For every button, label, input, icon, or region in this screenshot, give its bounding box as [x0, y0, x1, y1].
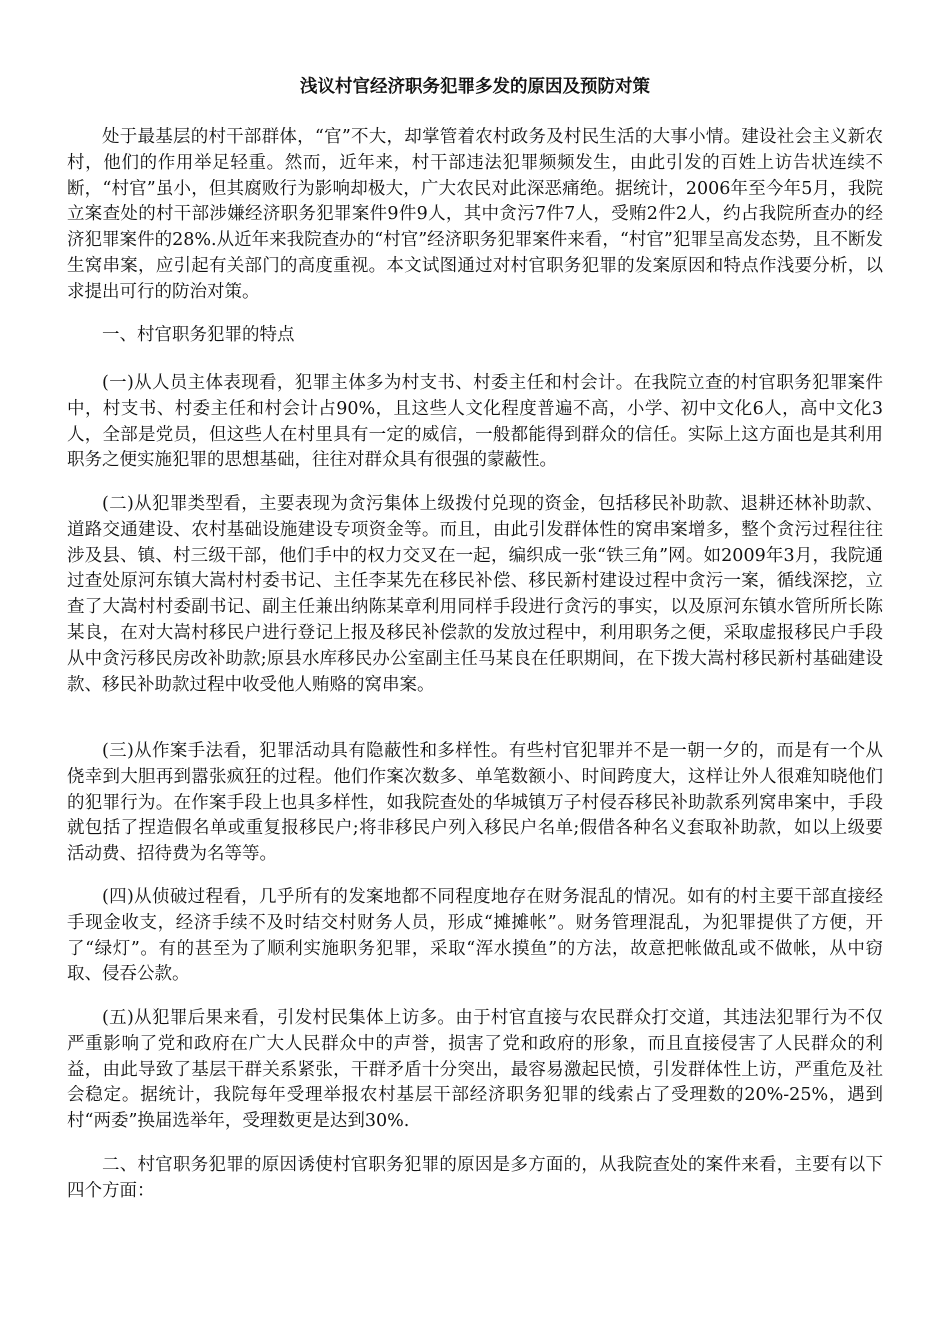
feature-paragraph-5: (五)从犯罪后果来看，引发村民集体上访多。由于村官直接与农民群众打交道，其违法犯罪行为不仅严重影响了党和政府在广大人民群众中的声誉，损害了党和政府的形象，而且直接侵害了人民群众的利益，由此导致了基层干群关系紧张，干群矛盾十分突出，最容易激起民愤，引发群体性上访，严重危及社会稳定。据统计，我院每年受理举报农村基层干部经济职务犯罪的线索占了受理数的20%-25%，遇到村“两委”换届选举年，受理数更是达到30%.: [67, 1008, 883, 1132]
feature-paragraph-4: (四)从侦破过程看，几乎所有的发案地都不同程度地存在财务混乱的情况。如有的村主要干部直接经手现金收支，经济手续不及时结交村财务人员，形成“摊摊帐”。财务管理混乱，为犯罪提供了方便，开了“绿灯”。有的甚至为了顺利实施职务犯罪，采取“浑水摸鱼”的方法，故意把帐做乱或不做帐，从中窃取、侵吞公款。: [67, 887, 883, 985]
feature-paragraph-2: (二)从犯罪类型看，主要表现为贪污集体上级拨付兑现的资金，包括移民补助款、退耕还林补助款、道路交通建设、农村基础设施建设专项资金等。而且，由此引发群体性的窝串案增多，整个贪污过程往往涉及县、镇、村三级干部，他们手中的权力交叉在一起，编织成一张“铁三角”网。如2009年3月，我院通过查处原河东镇大嵩村村委书记、主任李某先在移民补偿、移民新村建设过程中贪污一案，循线深挖，立查了大嵩村村委副书记、副主任兼出纳陈某章利用同样手段进行贪污的事实，以及原河东镇水管所所长陈某良，在对大嵩村移民户进行登记上报及移民补偿款的发放过程中，利用职务之便，采取虚报移民户手段从中贪污移民房改补助款;原县水库移民办公室副主任马某良在任职期间，在下拨大嵩村移民新村基础建设款、移民补助款过程中收受他人贿赂的窝串案。: [67, 494, 883, 695]
intro-paragraph: 处于最基层的村干部群体，“官”不大，却掌管着农村政务及村民生活的大事小情。建设社会主义新农村，他们的作用举足轻重。然而，近年来，村干部违法犯罪频频发生，由此引发的百姓上访告状连续不断，“村官”虽小，但其腐败行为影响却极大，广大农民对此深恶痛绝。据统计，2006年至今年5月，我院立案查处的村干部涉嫌经济职务犯罪案件9件9人，其中贪污7件7人，受贿2件2人，约占我院所查办的经济犯罪案件的28%.从近年来我院查办的“村官”经济职务犯罪案件来看，“村官”犯罪呈高发态势，且不断发生窝串案，应引起有关部门的高度重视。本文试图通过对村官职务犯罪的发案原因和特点作浅要分析，以求提出可行的防治对策。: [67, 127, 883, 302]
document-title: 浅议村官经济职务犯罪多发的原因及预防对策: [300, 77, 650, 97]
section-heading-causes: 二、村官职务犯罪的原因诱使村官职务犯罪的原因是多方面的，从我院查处的案件来看，主要有以下四个方面：: [67, 1155, 883, 1201]
feature-paragraph-1: (一)从人员主体表现看，犯罪主体多为村支书、村委主任和村会计。在我院立查的村官职务犯罪案件中，村支书、村委主任和村会计占90%，且这些人文化程度普遍不高，小学、初中文化6人，高中文化3人，全部是党员，但这些人在村里具有一定的威信，一般都能得到群众的信任。实际上这方面也是其利用职务之便实施犯罪的思想基础，往往对群众具有很强的蒙蔽性。: [67, 373, 883, 471]
section-heading-features: 一、村官职务犯罪的特点: [102, 325, 295, 345]
feature-paragraph-3: (三)从作案手法看，犯罪活动具有隐蔽性和多样性。有些村官犯罪并不是一朝一夕的，而是有一个从侥幸到大胆再到嚣张疯狂的过程。他们作案次数多、单笔数额小、时间跨度大，这样让外人很难知晓他们的犯罪行为。在作案手段上也具多样性，如我院查处的华城镇万子村侵吞移民补助款系列窝串案中，手段就包括了捏造假名单或重复报移民户;将非移民户列入移民户名单;假借各种名义套取补助款，如以上级要活动费、招待费为名等等。: [67, 741, 883, 865]
